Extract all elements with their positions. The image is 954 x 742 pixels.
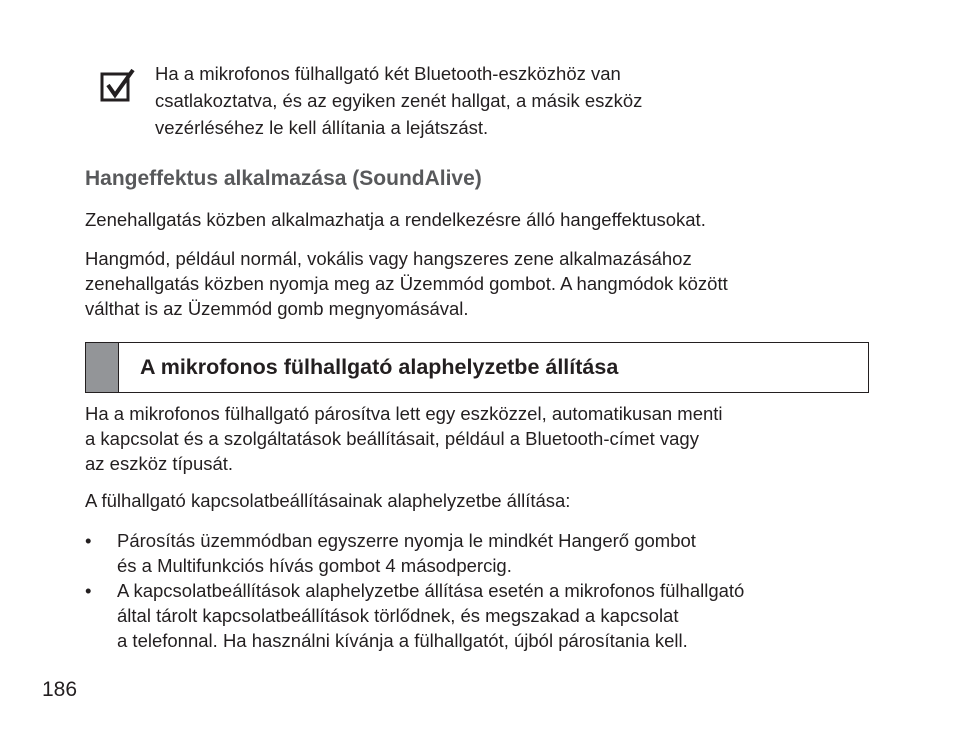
checkbox-check-icon bbox=[100, 68, 136, 104]
bullet-list bbox=[85, 528, 885, 653]
paragraph-line: Ha a mikrofonos fülhallgató párosítva lett egy eszközzel, automatikusan menti bbox=[85, 403, 723, 424]
list-item bbox=[85, 578, 885, 653]
section-header bbox=[85, 342, 869, 393]
list-item-line: Párosítás üzemmódban egyszerre nyomja le mindkét Hangerő gombot bbox=[117, 530, 696, 551]
section-title: A mikrofonos fülhallgató alaphelyzetbe állítása bbox=[140, 355, 619, 379]
paragraph bbox=[85, 488, 885, 513]
page-number: 186 bbox=[42, 678, 78, 701]
paragraph-line: válthat is az Üzemmód gomb megnyomásával. bbox=[85, 298, 469, 319]
note-line: csatlakoztatva, és az egyiken zenét hallgat, a másik eszköz bbox=[155, 90, 643, 111]
list-item-line: a telefonnal. Ha használni kívánja a fülhallgatót, újból párosítania kell. bbox=[117, 630, 688, 651]
paragraph-line: Zenehallgatás közben alkalmazhatja a rendelkezésre álló hangeffektusokat. bbox=[85, 209, 706, 230]
paragraph-line: A fülhallgató kapcsolatbeállításainak alaphelyzetbe állítása: bbox=[85, 490, 571, 511]
paragraph-line: zenehallgatás közben nyomja meg az Üzemmód gombot. A hangmódok között bbox=[85, 273, 728, 294]
section-header-bar bbox=[86, 343, 119, 392]
note-line: vezérléséhez le kell állítania a lejátszást. bbox=[155, 117, 489, 138]
list-item-line: és a Multifunkciós hívás gombot 4 másodpercig. bbox=[117, 555, 512, 576]
paragraph-line: az eszköz típusát. bbox=[85, 453, 234, 474]
paragraph bbox=[85, 207, 885, 232]
list-item bbox=[85, 528, 885, 578]
paragraph-line: Hangmód, például normál, vokális vagy hangszeres zene alkalmazásához bbox=[85, 248, 692, 269]
bullet-icon: • bbox=[85, 580, 92, 601]
list-item-line: A kapcsolatbeállítások alaphelyzetbe állítása esetén a mikrofonos fülhallgató bbox=[117, 580, 745, 601]
paragraph bbox=[85, 246, 885, 321]
subheading: Hangeffektus alkalmazása (SoundAlive) bbox=[85, 167, 482, 190]
paragraph-line: a kapcsolat és a szolgáltatások beállításait, például a Bluetooth-címet vagy bbox=[85, 428, 699, 449]
note-line: Ha a mikrofonos fülhallgató két Bluetooth-eszközhöz van bbox=[155, 63, 621, 84]
bullet-icon: • bbox=[85, 530, 92, 551]
note-text bbox=[155, 60, 855, 141]
paragraph bbox=[85, 401, 885, 476]
list-item-line: által tárolt kapcsolatbeállítások törlődnek, és megszakad a kapcsolat bbox=[117, 605, 679, 626]
